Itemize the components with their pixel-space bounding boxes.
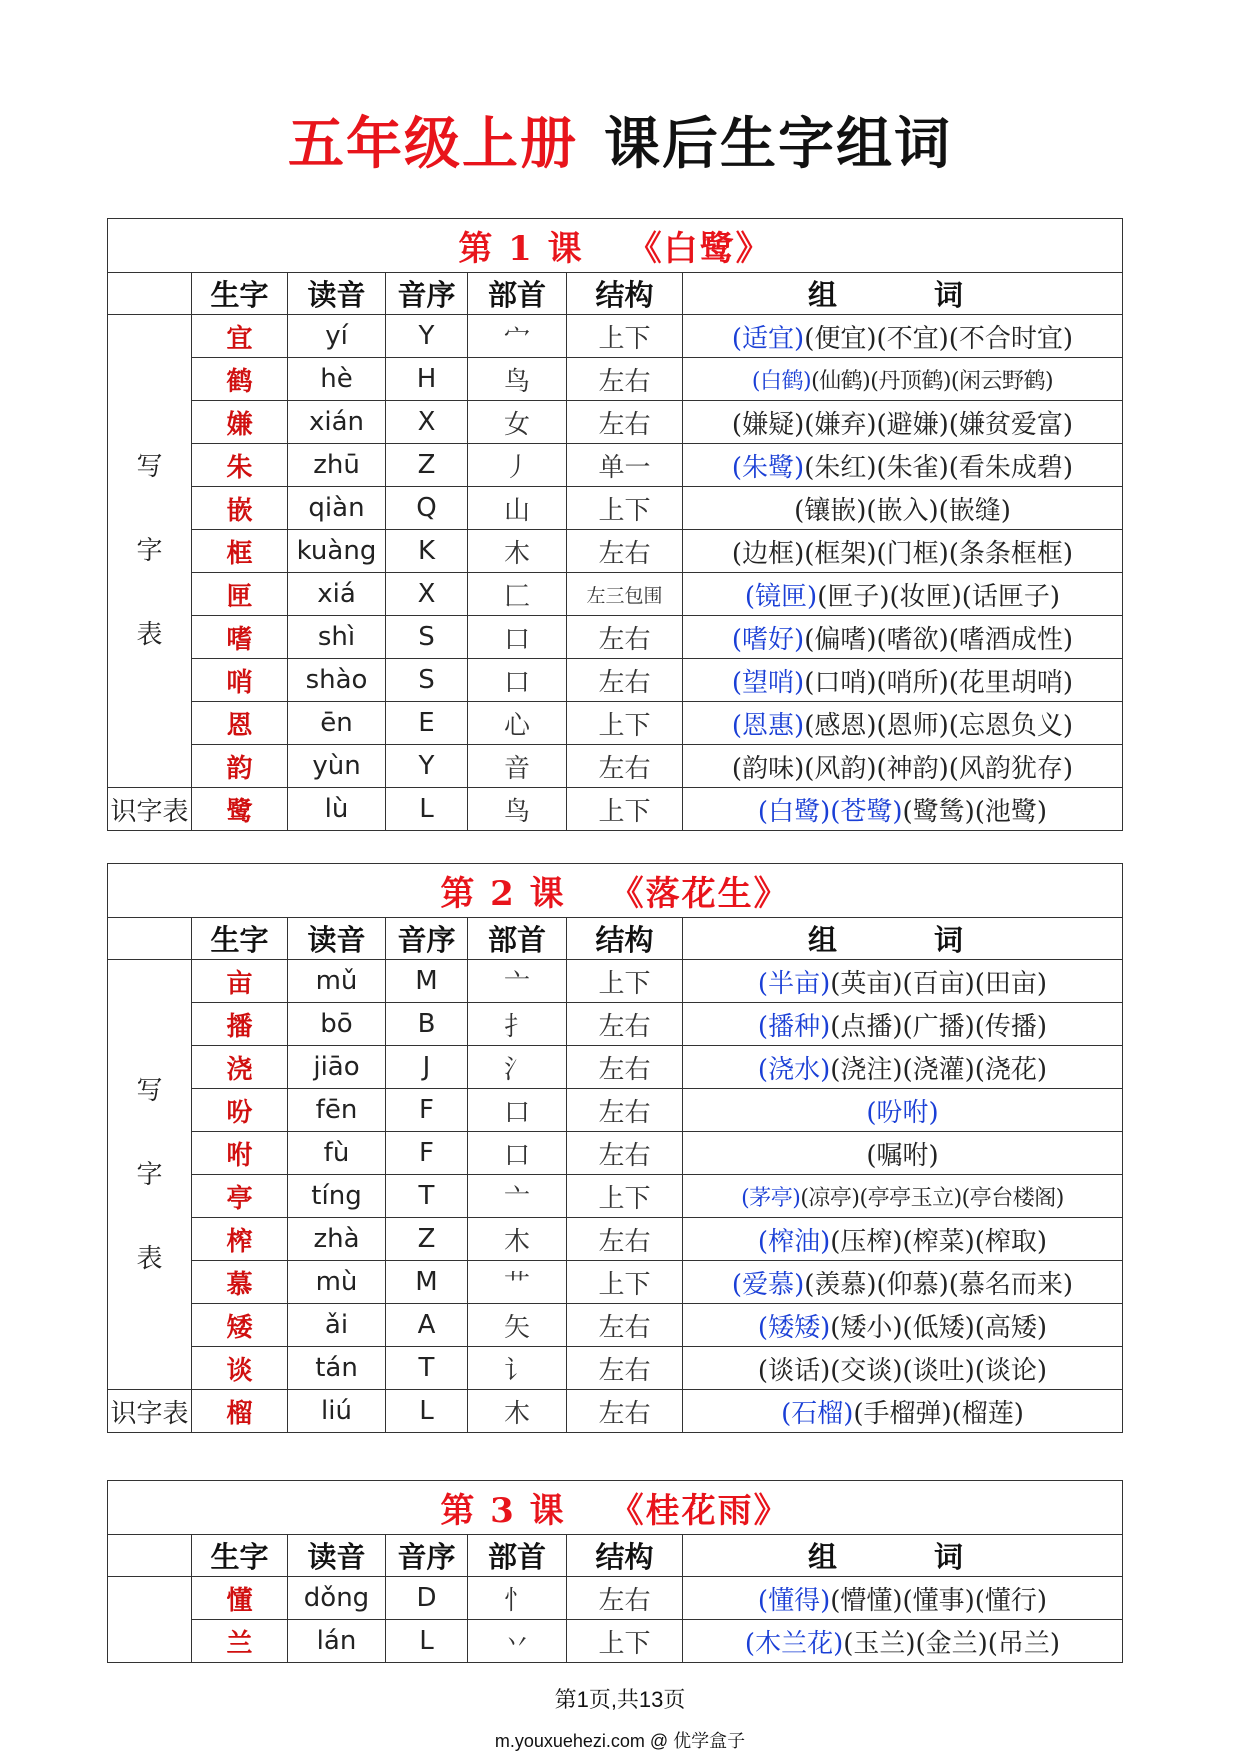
words-cell [683, 1390, 1123, 1433]
radical-cell: 木 [468, 1390, 567, 1433]
textbook-word: (榨油) [757, 1226, 831, 1257]
pinyin-cell: qiàn [288, 487, 386, 530]
order-letter-cell: Z [386, 444, 468, 487]
table-row [108, 315, 1123, 358]
char-cell: 榴 [192, 1390, 288, 1433]
header-order: 音序 [386, 273, 468, 315]
table-row [108, 1046, 1123, 1089]
char-cell: 宜 [192, 315, 288, 358]
words-cell [683, 960, 1123, 1003]
write-table-label [108, 315, 192, 788]
structure-cell: 上下 [567, 788, 683, 831]
extra-words: (玉兰)(金兰)(吊兰) [843, 1628, 1061, 1659]
radical-cell: 扌 [468, 1003, 567, 1046]
write-label-3: 表 [136, 620, 163, 650]
header-order: 音序 [386, 918, 468, 960]
header-pinyin: 读音 [288, 1535, 386, 1577]
structure-cell: 上下 [567, 1261, 683, 1304]
radical-cell: 口 [468, 616, 567, 659]
lesson-number: 第 3 课 [440, 1491, 566, 1531]
words-cell [683, 1175, 1123, 1218]
extra-words: (压榨)(榨菜)(榨取) [830, 1226, 1048, 1257]
structure-cell: 左右 [567, 1046, 683, 1089]
order-letter-cell: Y [386, 315, 468, 358]
order-letter-cell: S [386, 659, 468, 702]
words-cell [683, 315, 1123, 358]
header-empty [108, 1535, 192, 1577]
words-cell [683, 444, 1123, 487]
pinyin-cell: shào [288, 659, 386, 702]
order-letter-cell: L [386, 788, 468, 831]
table-header [108, 273, 1123, 315]
table-row [108, 487, 1123, 530]
extra-words: (便宜)(不宜)(不合时宜) [804, 323, 1074, 354]
pinyin-cell: xiá [288, 573, 386, 616]
header-empty [108, 918, 192, 960]
char-cell: 咐 [192, 1132, 288, 1175]
textbook-word: (适宜) [731, 323, 805, 354]
structure-cell: 左右 [567, 530, 683, 573]
char-cell: 鹤 [192, 358, 288, 401]
pinyin-cell: ǎi [288, 1304, 386, 1347]
lesson-2-table [107, 863, 1123, 1433]
structure-cell: 左右 [567, 1003, 683, 1046]
order-letter-cell: L [386, 1620, 468, 1663]
char-cell: 嵌 [192, 487, 288, 530]
pinyin-cell: mǔ [288, 960, 386, 1003]
title-grade: 五年级上册 [288, 112, 578, 177]
extra-words: (偏嗜)(嗜欲)(嗜酒成性) [804, 624, 1074, 655]
header-empty [108, 273, 192, 315]
words-cell [683, 1046, 1123, 1089]
table-row [108, 1218, 1123, 1261]
write-label-1: 写 [136, 1075, 163, 1106]
header-radical: 部首 [468, 1535, 567, 1577]
document-title [0, 100, 1240, 180]
structure-cell: 上下 [567, 960, 683, 1003]
structure-cell: 左右 [567, 1390, 683, 1433]
char-cell: 吩 [192, 1089, 288, 1132]
lesson-title [108, 864, 1123, 918]
order-letter-cell: T [386, 1175, 468, 1218]
structure-cell: 左右 [567, 745, 683, 788]
words-cell [683, 530, 1123, 573]
table-row [108, 1003, 1123, 1046]
structure-cell: 上下 [567, 487, 683, 530]
recognize-label: 识字表 [108, 788, 192, 831]
table-row [108, 659, 1123, 702]
lesson-name: 《桂花雨》 [609, 1491, 790, 1531]
textbook-word: (石榴) [781, 1398, 854, 1429]
extra-words: (嫌疑)(嫌弃)(避嫌)(嫌贫爱富) [731, 409, 1074, 440]
words-cell [683, 1218, 1123, 1261]
write-table-label [108, 960, 192, 1390]
table-header [108, 918, 1123, 960]
char-cell: 哨 [192, 659, 288, 702]
pinyin-cell: jiāo [288, 1046, 386, 1089]
header-structure: 结构 [567, 273, 683, 315]
order-letter-cell: F [386, 1132, 468, 1175]
textbook-word: (爱慕) [731, 1269, 805, 1300]
extra-words: (点播)(广播)(传播) [830, 1011, 1048, 1042]
header-char: 生字 [192, 918, 288, 960]
radical-cell: 忄 [468, 1577, 567, 1620]
radical-cell: 口 [468, 1089, 567, 1132]
table-row [108, 1089, 1123, 1132]
radical-cell: 亠 [468, 1175, 567, 1218]
header-order: 音序 [386, 1535, 468, 1577]
char-cell: 恩 [192, 702, 288, 745]
pinyin-cell: shì [288, 616, 386, 659]
pinyin-cell: bō [288, 1003, 386, 1046]
write-label-3: 表 [136, 1243, 163, 1274]
lesson-title [108, 1481, 1123, 1535]
pinyin-cell: zhū [288, 444, 386, 487]
char-cell: 嫌 [192, 401, 288, 444]
pinyin-cell: yí [288, 315, 386, 358]
header-words: 组 词 [683, 1535, 1123, 1577]
order-letter-cell: H [386, 358, 468, 401]
radical-cell: 女 [468, 401, 567, 444]
words-cell [683, 573, 1123, 616]
pinyin-cell: lán [288, 1620, 386, 1663]
radical-cell: 丿 [468, 444, 567, 487]
char-cell: 鹭 [192, 788, 288, 831]
pinyin-cell: hè [288, 358, 386, 401]
radical-cell: 山 [468, 487, 567, 530]
char-cell: 韵 [192, 745, 288, 788]
pinyin-cell: dǒng [288, 1577, 386, 1620]
table-row [108, 1347, 1123, 1390]
table-header [108, 1535, 1123, 1577]
textbook-word: (望哨) [731, 667, 805, 698]
structure-cell: 左右 [567, 1218, 683, 1261]
words-cell [683, 1089, 1123, 1132]
lesson-3-table [107, 1480, 1123, 1663]
structure-cell: 左右 [567, 1089, 683, 1132]
pinyin-cell: tíng [288, 1175, 386, 1218]
table-row [108, 702, 1123, 745]
extra-words: (匣子)(妆匣)(话匣子) [817, 581, 1061, 612]
extra-words: (朱红)(朱雀)(看朱成碧) [804, 452, 1074, 483]
order-letter-cell: E [386, 702, 468, 745]
textbook-word: (木兰花) [744, 1628, 844, 1659]
pinyin-cell: xián [288, 401, 386, 444]
order-letter-cell: B [386, 1003, 468, 1046]
textbook-word: (嗜好) [731, 624, 805, 655]
pinyin-cell: yùn [288, 745, 386, 788]
lesson-2-rows [108, 960, 1123, 1433]
textbook-word: (矮矮) [757, 1312, 831, 1343]
radical-cell: 木 [468, 530, 567, 573]
textbook-word: (镜匣) [744, 581, 818, 612]
structure-cell: 左右 [567, 1132, 683, 1175]
lesson-3-rows [108, 1577, 1123, 1663]
write-label-2: 字 [136, 536, 163, 566]
radical-cell: 讠 [468, 1347, 567, 1390]
radical-cell: 匚 [468, 573, 567, 616]
structure-cell: 单一 [567, 444, 683, 487]
pinyin-cell: tán [288, 1347, 386, 1390]
char-cell: 嗜 [192, 616, 288, 659]
table-row [108, 1304, 1123, 1347]
header-char: 生字 [192, 1535, 288, 1577]
label-empty [108, 1577, 192, 1663]
structure-cell: 左右 [567, 358, 683, 401]
order-letter-cell: X [386, 401, 468, 444]
order-letter-cell: X [386, 573, 468, 616]
table-row [108, 1175, 1123, 1218]
table-row [108, 358, 1123, 401]
extra-words: (懵懂)(懂事)(懂行) [830, 1585, 1048, 1616]
char-cell: 匣 [192, 573, 288, 616]
extra-words: (手榴弹)(榴莲) [853, 1398, 1024, 1429]
order-letter-cell: A [386, 1304, 468, 1347]
pinyin-cell: fēn [288, 1089, 386, 1132]
char-cell: 播 [192, 1003, 288, 1046]
textbook-word: (茅亭) [741, 1185, 801, 1211]
header-pinyin: 读音 [288, 273, 386, 315]
header-structure: 结构 [567, 918, 683, 960]
pinyin-cell: fù [288, 1132, 386, 1175]
textbook-word: (白鹭)(苍鹭) [757, 796, 903, 827]
textbook-word: (播种) [757, 1011, 831, 1042]
structure-cell: 上下 [567, 1620, 683, 1663]
radical-cell: 矢 [468, 1304, 567, 1347]
order-letter-cell: Y [386, 745, 468, 788]
order-letter-cell: D [386, 1577, 468, 1620]
structure-cell: 左右 [567, 659, 683, 702]
radical-cell: 丷 [468, 1620, 567, 1663]
char-cell: 浇 [192, 1046, 288, 1089]
radical-cell: 木 [468, 1218, 567, 1261]
order-letter-cell: K [386, 530, 468, 573]
order-letter-cell: Z [386, 1218, 468, 1261]
char-cell: 谈 [192, 1347, 288, 1390]
extra-words: (口哨)(哨所)(花里胡哨) [804, 667, 1074, 698]
lesson-name: 《白鹭》 [627, 229, 772, 269]
pinyin-cell: zhà [288, 1218, 386, 1261]
order-letter-cell: S [386, 616, 468, 659]
header-structure: 结构 [567, 1535, 683, 1577]
table-row [108, 1620, 1123, 1663]
words-cell [683, 358, 1123, 401]
order-letter-cell: J [386, 1046, 468, 1089]
extra-words: (谈话)(交谈)(谈吐)(谈论) [757, 1355, 1048, 1386]
words-cell [683, 1003, 1123, 1046]
extra-words: (鹭鸶)(池鹭) [902, 796, 1048, 827]
textbook-word: (吩咐) [866, 1097, 939, 1128]
radical-cell: 音 [468, 745, 567, 788]
char-cell: 懂 [192, 1577, 288, 1620]
textbook-word: (朱鹭) [731, 452, 805, 483]
header-radical: 部首 [468, 273, 567, 315]
char-cell: 亩 [192, 960, 288, 1003]
extra-words: (凉亭)(亭亭玉立)(亭台楼阁) [800, 1185, 1064, 1211]
char-cell: 亭 [192, 1175, 288, 1218]
structure-cell: 左右 [567, 616, 683, 659]
table-row [108, 530, 1123, 573]
words-cell [683, 745, 1123, 788]
structure-cell: 左右 [567, 401, 683, 444]
char-cell: 慕 [192, 1261, 288, 1304]
extra-words: (感恩)(恩师)(忘恩负义) [804, 710, 1074, 741]
structure-cell: 左右 [567, 1304, 683, 1347]
extra-words: (英亩)(百亩)(田亩) [830, 968, 1048, 999]
words-cell [683, 1304, 1123, 1347]
structure-cell: 左右 [567, 1577, 683, 1620]
words-cell [683, 1577, 1123, 1620]
header-radical: 部首 [468, 918, 567, 960]
order-letter-cell: T [386, 1347, 468, 1390]
radical-cell: 亠 [468, 960, 567, 1003]
pinyin-cell: mù [288, 1261, 386, 1304]
textbook-word: (半亩) [757, 968, 831, 999]
pinyin-cell: liú [288, 1390, 386, 1433]
order-letter-cell: M [386, 1261, 468, 1304]
extra-words: (嘱咐) [866, 1140, 939, 1171]
structure-cell: 上下 [567, 1175, 683, 1218]
radical-cell: 艹 [468, 1261, 567, 1304]
structure-cell: 上下 [567, 315, 683, 358]
recognize-row [108, 1390, 1123, 1433]
textbook-word: (懂得) [757, 1585, 831, 1616]
recognize-label: 识字表 [108, 1390, 192, 1433]
lesson-title [108, 219, 1123, 273]
textbook-word: (恩惠) [731, 710, 805, 741]
extra-words: (仙鹤)(丹顶鹤)(闲云野鹤) [811, 368, 1054, 394]
radical-cell: 心 [468, 702, 567, 745]
words-cell [683, 616, 1123, 659]
words-cell [683, 487, 1123, 530]
order-letter-cell: M [386, 960, 468, 1003]
words-cell [683, 401, 1123, 444]
words-cell [683, 788, 1123, 831]
char-cell: 框 [192, 530, 288, 573]
table-row [108, 960, 1123, 1003]
table-row [108, 745, 1123, 788]
words-cell [683, 702, 1123, 745]
header-char: 生字 [192, 273, 288, 315]
page-number: 第1页,共13页 [554, 1687, 686, 1712]
extra-words: (矮小)(低矮)(高矮) [830, 1312, 1048, 1343]
table-row [108, 1132, 1123, 1175]
site-credit: m.youxuehezi.com @ 优学盒子 [494, 1731, 746, 1751]
lesson-number: 第 1 课 [458, 229, 584, 269]
textbook-word: (白鹤) [751, 368, 812, 394]
order-letter-cell: L [386, 1390, 468, 1433]
structure-cell: 上下 [567, 702, 683, 745]
table-row [108, 1577, 1123, 1620]
words-cell [683, 1347, 1123, 1390]
textbook-word: (浇水) [757, 1054, 831, 1085]
radical-cell: 口 [468, 659, 567, 702]
words-cell [683, 1620, 1123, 1663]
words-cell [683, 1261, 1123, 1304]
radical-cell: 鸟 [468, 788, 567, 831]
header-words: 组 词 [683, 273, 1123, 315]
order-letter-cell: Q [386, 487, 468, 530]
pinyin-cell: ēn [288, 702, 386, 745]
table-row [108, 616, 1123, 659]
char-cell: 矮 [192, 1304, 288, 1347]
char-cell: 朱 [192, 444, 288, 487]
char-cell: 兰 [192, 1620, 288, 1663]
pinyin-cell: lù [288, 788, 386, 831]
structure-cell: 左三包围 [567, 573, 683, 616]
lesson-1-table [107, 218, 1123, 831]
radical-cell: 口 [468, 1132, 567, 1175]
char-cell: 榨 [192, 1218, 288, 1261]
title-topic: 课后生字组词 [604, 112, 952, 177]
extra-words: (镶嵌)(嵌入)(嵌缝) [794, 495, 1011, 526]
words-cell [683, 659, 1123, 702]
lesson-1-rows [108, 315, 1123, 831]
extra-words: (羡慕)(仰慕)(慕名而来) [804, 1269, 1074, 1300]
lesson-name: 《落花生》 [609, 874, 790, 914]
words-cell [683, 1132, 1123, 1175]
radical-cell: 宀 [468, 315, 567, 358]
table-row [108, 401, 1123, 444]
extra-words: (浇注)(浇灌)(浇花) [830, 1054, 1048, 1085]
write-label-1: 写 [136, 452, 163, 482]
structure-cell: 左右 [567, 1347, 683, 1390]
header-pinyin: 读音 [288, 918, 386, 960]
header-words: 组 词 [683, 918, 1123, 960]
write-label-2: 字 [136, 1159, 163, 1190]
table-row [108, 1261, 1123, 1304]
table-row [108, 573, 1123, 616]
radical-cell: 氵 [468, 1046, 567, 1089]
lesson-number: 第 2 课 [440, 874, 566, 914]
recognize-row [108, 788, 1123, 831]
extra-words: (边框)(框架)(门框)(条条框框) [731, 538, 1074, 569]
order-letter-cell: F [386, 1089, 468, 1132]
table-row [108, 444, 1123, 487]
radical-cell: 鸟 [468, 358, 567, 401]
extra-words: (韵味)(风韵)(神韵)(风韵犹存) [731, 753, 1074, 784]
pinyin-cell: kuàng [288, 530, 386, 573]
